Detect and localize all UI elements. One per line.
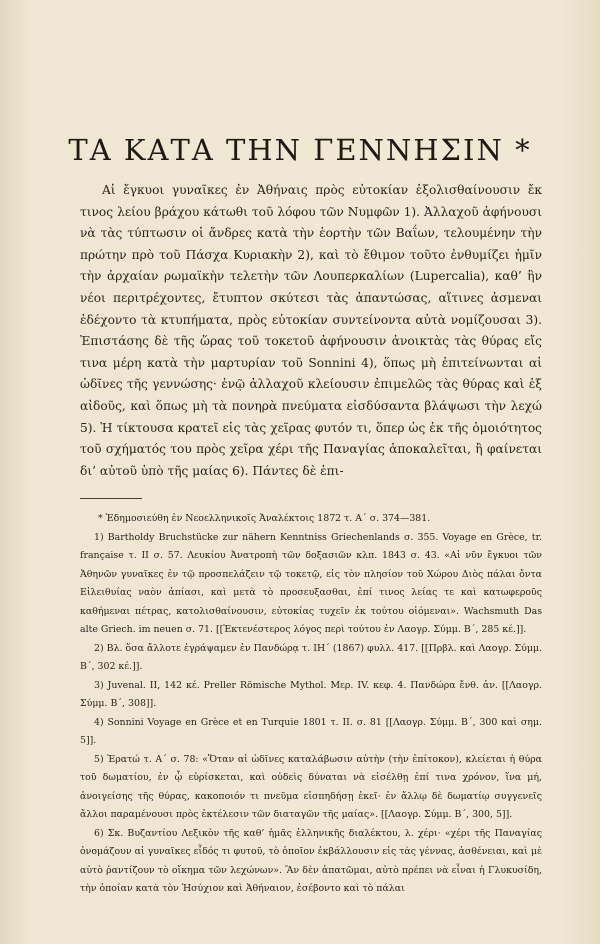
footnote-3: 3) Juvenal. II, 142 κέ. Preller Römische Mythol. Μερ. IV. κεφ. 4. Πανδώρα ἔνθ. ἀν. [[Λαογρ. Σύμμ. Β΄, 308]]. <box>80 679 542 709</box>
body-paragraph: Αἱ ἔγκυοι γυναῖκες ἐν Ἀθήναις πρὸς εὐτοκίαν ἐξολισθαίνουσιν ἔκ τινος λείου βράχου κάτωθι τοῦ λόφου τῶν Νυμφῶν 1). Ἀλλαχοῦ ἀφήνουσι νὰ τὰς τύπτωσιν οἱ ἄνδρες κατὰ τὴν ἑορτὴν τῶν Βαΐων, τελουμένην τὴν πρώτην πρὸ τοῦ Πάσχα Κυριακὴν 2), καὶ τὸ ἔθιμον τοῦτο ἐνθυμίζει ἡμῖν τὴν ἀρχαίαν ρωμαϊκὴν τελετὴν τῶν Λουπερκαλίων (Lupercalia), καθ’ ἣν νέοι περιτρέχοντες, ἔτυπτον σκύτεσι τὰς ἀπαντώσας, αἵτινες ἀσμεναι ἐδέχοντο τὰ κτυπήματα, πρὸς εὐτοκίαν συντείνοντα αὐτὰ νομίζουσαι 3). Ἐπιστάσης δὲ τῆς ὥρας τοῦ τοκετοῦ ἀφήνουσιν ἀνοικτὰς τὰς θύρας εἴς τινα μέρη κατὰ τὴν μαρτυρίαν τοῦ Sonnini 4), ὅπως μὴ ἐπιτείνωνται αἱ ὠδῖνες τῆς γεννώσης· ἐνῷ ἀλλαχοῦ κλείουσιν ἐπιμελῶς τὰς θύρας καὶ ἐξ αἰδοῦς, καὶ ὅπως μὴ τὰ πονηρὰ πνεύματα εἰσδύσαντα βλάψωσι τὴν λεχώ 5). Ἡ τίκτουσα κρατεῖ εἰς τὰς χεῖρας φυτόν τι, ὅπερ ὡς ἐκ τῆς ὁμοιότητος τοῦ σχήματός του πρὸς χεῖρα χέρι τῆς Παναγίας ἀποκαλεῖται, ἢ φαίνεται δι’ αὐτοῦ ὑπὸ τῆς μαίας 6). Πάντες δὲ ἐπι- <box>80 183 542 478</box>
footnote-separator <box>80 498 142 499</box>
footnote-4: 4) Sonnini Voyage en Grèce et en Turquie 1801 τ. II. σ. 81 [[Λαογρ. Σύμμ. Β΄, 300 καὶ σημ. 5]]. <box>80 716 542 746</box>
footnote-6: 6) Σκ. Βυζαντίου Λεξικὸν τῆς καθ’ ἡμᾶς ἑλληνικῆς διαλέκτου, λ. χέρι· «χέρι τῆς Παναγίας ὀνομάζουν αἱ γυναῖκες εἶδός τι φυτοῦ, τὸ ὁποῖον ἐκβάλλουσιν εἰς τὰς γέννας, ἀσθένειαι, καὶ μὲ αὐτὸ ῥαντίζουν τὸ οἴκημα τῶν λεχώνων». Ἂν δὲν ἀπατῶμαι, αὐτὸ πρέπει νὰ εἶναι ἡ Γλυκυσίδη, τὴν ὁποίαν κατὰ τὸν Ἡσύχιον καὶ Ἀθήναιον, ἐσέβοντο καὶ τὸ πάλαι <box>80 827 542 894</box>
footnote-5: 5) Ἐρατώ τ. Α΄ σ. 78: «Ὅταν αἱ ὠδῖνες καταλάβωσιν αὐτὴν (τὴν ἐπίτοκον), κλείεται ἡ θύρα τοῦ δωματίου, ἐν ᾧ εὑρίσκεται, καὶ οὐδεὶς δύναται νὰ εἰσέλθῃ ἐπί τινα χρόνον, ἵνα μή, ἀνοιγείσης τῆς θύρας, κακοποιόν τι πνεῦμα εἰσπηδήσῃ ἐκεῖ· ἐν ἄλλῳ δὲ δωματίῳ συγγενεῖς ἄλλοι παραμένουσι πρὸς ἐκτέλεσιν τῶν διαταγῶν τῆς μαίας». [[Λαογρ. Σύμμ. Β΄, 300, 5]]. <box>80 753 542 820</box>
chapter-title: ΤΑ ΚΑΤΑ ΤΗΝ ΓΕΝΝΗΣΙΝ * <box>68 133 532 167</box>
footnotes <box>80 510 542 899</box>
main-text <box>80 180 542 482</box>
footnote-star: * Ἐδημοσιεύθη ἐν Νεοελληνικοῖς Ἀναλέκτοις 1872 τ. Α΄ σ. 374—381. <box>98 513 431 524</box>
footnote-2: 2) Βλ. ὅσα ἄλλοτε ἐγράψαμεν ἐν Πανδώρᾳ τ. ΙΗ΄ (1867) φυλλ. 417. [[Πρβλ. καὶ Λαογρ. Σύμμ. Β΄, 302 κέ.]]. <box>80 642 542 672</box>
footnote-1: 1) Bartholdy Bruchstücke zur nähern Kenntniss Griechenlands σ. 355. Voyage en Grèce, tr. française τ. II σ. 57. Λευκίου Ἀνατροπὴ τῶν δοξασιῶν κλπ. 1843 σ. 43. «Αἱ νῦν ἔγκυοι τῶν Ἀθηνῶν γυναῖκες ἐν τῷ προσπελάζειν τῷ τοκετῷ, εἰς τὸν πλησίον τοῦ Χώρου Διὸς πάλαι ὄντα Εἰλειθυίας ναὸν ἀπίασι, καὶ μετὰ τὸ προσευξασθαι, ἐπί τινος λείας τε καὶ κατωφεροῦς καθήμεναι πέτρας, κατολισθαίνουσιν, εὐτοκίας τυχεῖν ἐκ τούτου οἰόμεναι». Wachsmuth Das alte Griech. im neuen σ. 71. [[Ἐκτενέστερος λόγος περὶ τούτου ἐν Λαογρ. Σύμμ. Β΄, 285 κέ.]]. <box>80 531 542 635</box>
